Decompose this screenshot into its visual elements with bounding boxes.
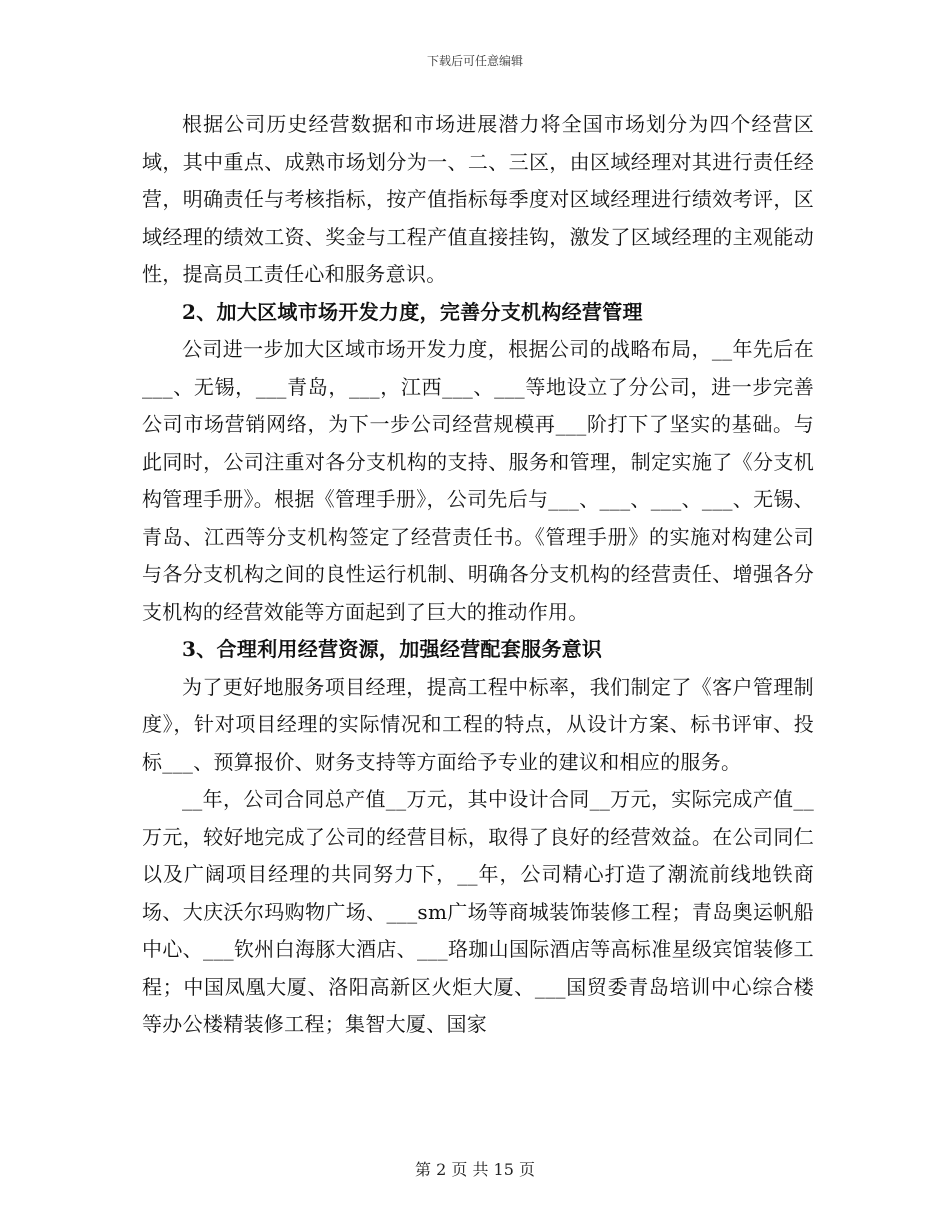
paragraph-client-service: 为了更好地服务项目经理，提高工程中标率，我们制定了《客户管理制度》，针对项目经理的实际情况和工程的特点，从设计方案、标书评审、投标___、预算报价、财务支持等方面给予专业的建议和相应的服务。: [142, 674, 814, 774]
paragraph-annual-results: __年，公司合同总产值__万元，其中设计合同__万元，实际完成产值__万元，较好地完成了公司的经营目标，取得了良好的经营效益。在公司同仁以及广阔项目经理的共同努力下，__年，公司精心打造了潮流前线地铁商场、大庆沃尔玛购物广场、___sm广场等商城装饰装修工程；青岛奥运帆船中心、___钦州白海豚大酒店、___珞珈山国际酒店等高标准星级宾馆装修工程；中国凤凰大厦、洛阳高新区火炬大厦、___国贸委青岛培训中心综合楼等办公楼精装修工程；集智大厦、国家: [142, 787, 814, 1036]
section-heading-2: 2、加大区域市场开发力度，完善分支机构经营管理: [182, 299, 643, 324]
section-heading-3: 3、合理利用经营资源，加强经营配套服务意识: [182, 637, 603, 661]
page-number-footer: 第 2 页 共 15 页: [415, 1160, 535, 1179]
paragraph-branch-expansion: 公司进一步加大区域市场开发力度，根据公司的战略布局，__年先后在___、无锡，___青岛，___，江西___、___等地设立了分公司，进一步完善公司市场营销网络，为下一步公司经营规模再___阶打下了坚实的基础。与此同时，公司注重对各分支机构的支持、服务和管理，制定实施了《分支机构管理手册》。根据《管理手册》，公司先后与___、___、___、___、无锡、青岛、江西等分支机构签定了经营责任书。《管理手册》的实施对构建公司与各分支机构之间的良性运行机制、明确各分支机构的经营责任、增强各分支机构的经营效能等方面起到了巨大的推动作用。: [142, 337, 814, 624]
document-body: [142, 106, 814, 1044]
page-header: 下载后可任意编辑: [426, 54, 523, 68]
paragraph-regional-management: 根据公司历史经营数据和市场进展潜力将全国市场划分为四个经营区域，其中重点、成熟市场划分为一、二、三区，由区域经理对其进行责任经营，明确责任与考核指标，按产值指标每季度对区域经理进行绩效考评，区域经理的绩效工资、奖金与工程产值直接挂钩，激发了区域经理的主观能动性，提高员工责任心和服务意识。: [142, 112, 814, 286]
